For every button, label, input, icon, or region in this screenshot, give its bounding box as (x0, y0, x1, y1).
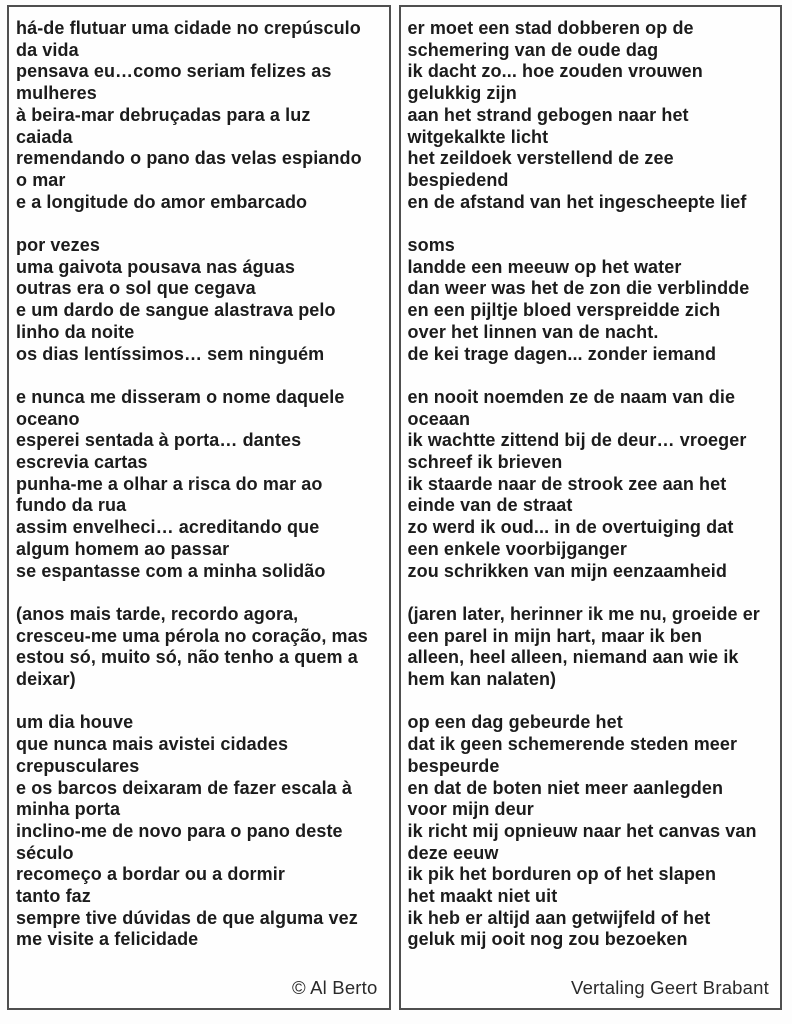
poem-column-portuguese (7, 5, 391, 1010)
author-credit: © Al Berto (291, 977, 378, 998)
poem-line: da vida (16, 39, 79, 60)
poem-line: over het linnen van de nacht. (407, 321, 659, 342)
poem-line: einde van de straat (407, 495, 573, 516)
poem-line: bespeurde (407, 755, 500, 776)
poem-line: zou schrikken van mijn eenzaamheid (407, 560, 728, 581)
poem-line: cresceu-me uma pérola no coração, mas (16, 625, 368, 646)
poem-line: remendando o pano das velas espiando (16, 148, 362, 169)
poem-line: en de afstand van het ingescheepte lief (407, 191, 747, 212)
poem-line: outras era o sol que cegava (16, 278, 256, 299)
poem-line: algum homem ao passar (16, 538, 230, 559)
poem-column-dutch (399, 5, 783, 1010)
poem-line: deixar) (16, 669, 76, 690)
poem-line: me visite a felicidade (16, 929, 199, 950)
poem-line: inclino-me de novo para o pano deste (16, 820, 343, 841)
poem-line: hem kan nalaten) (407, 669, 557, 690)
poem-line: en nooit noemden ze de naam van die (407, 386, 736, 407)
poem-line: dan weer was het de zon die verblindde (407, 278, 750, 299)
poem-text-dutch (408, 18, 775, 951)
poem-line: schreef ik brieven (407, 452, 563, 473)
poem-line: landde een meeuw op het water (407, 256, 682, 277)
translator-credit: Vertaling Geert Brabant (571, 977, 769, 998)
poem-line: oceaan (407, 408, 471, 429)
poem-line: er moet een stad dobberen op de (407, 18, 694, 38)
poem-line: linho da noite (16, 321, 135, 342)
poem-line: à beira-mar debruçadas para a luz (16, 104, 311, 125)
poem-line: assim envelheci… acreditando que (16, 517, 320, 538)
poem-line: por vezes (16, 235, 100, 256)
poem-line: dat ik geen schemerende steden meer (407, 734, 738, 755)
poem-line: aan het strand gebogen naar het (407, 104, 689, 125)
poem-line: alleen, heel alleen, niemand aan wie ik (407, 647, 739, 668)
poem-line: estou só, muito só, não tenho a quem a (16, 647, 358, 668)
poem-line: crepusculares (16, 755, 140, 776)
poem-line: (jaren later, herinner ik me nu, groeide er (407, 603, 760, 624)
stanza (408, 18, 775, 213)
poem-line: o mar (16, 169, 66, 190)
poem-line: ik pik het borduren op of het slapen (407, 864, 717, 885)
poem-line: mulheres (16, 83, 97, 104)
poem-line: voor mijn deur (407, 799, 534, 820)
poem-line: pensava eu…como seriam felizes as (16, 61, 332, 82)
poem-line: ik wachtte zittend bij de deur… vroeger (407, 430, 747, 451)
poem-line: um dia houve (16, 712, 134, 733)
poem-line: zo werd ik oud... in de overtuiging dat (407, 517, 734, 538)
poem-line: punha-me a olhar a risca do mar ao (16, 473, 323, 494)
poem-line: e nunca me disseram o nome daquele (16, 386, 345, 407)
poem-line: bespiedend (407, 169, 509, 190)
poem-line: os dias lentíssimos… sem ninguém (16, 343, 325, 364)
poem-line: escrevia cartas (16, 452, 148, 473)
poem-line: se espantasse com a minha solidão (16, 560, 326, 581)
poem-line: sempre tive dúvidas de que alguma vez (16, 907, 358, 928)
poem-line: recomeço a bordar ou a dormir (16, 864, 285, 885)
poem-line: schemering van de oude dag (407, 39, 659, 60)
poem-line: witgekalkte licht (407, 126, 549, 147)
poem-line: gelukkig zijn (407, 83, 517, 104)
stanza (16, 235, 383, 365)
stanza (16, 18, 383, 213)
poem-line: geluk mij ooit nog zou bezoeken (407, 929, 688, 950)
poem-line: het zeildoek verstellend de zee (407, 148, 674, 169)
stanza (408, 387, 775, 582)
poem-line: ik dacht zo... hoe zouden vrouwen (407, 61, 703, 82)
poem-line: ik richt mij opnieuw naar het canvas van (407, 820, 757, 841)
poem-line: e os barcos deixaram de fazer escala à (16, 777, 352, 798)
poem-line: e a longitude do amor embarcado (16, 191, 308, 212)
poem-line: en een pijltje bloed verspreidde zich (407, 300, 721, 321)
poem-line: en dat de boten niet meer aanlegden (407, 777, 724, 798)
poem-text-portuguese (16, 18, 383, 951)
poem-line: ik staarde naar de strook zee aan het (407, 473, 727, 494)
poem-line: de kei trage dagen... zonder iemand (407, 343, 717, 364)
poem-line: minha porta (16, 799, 121, 820)
poem-line: uma gaivota pousava nas águas (16, 256, 295, 277)
stanza (16, 387, 383, 582)
poem-line: een parel in mijn hart, maar ik ben (407, 625, 703, 646)
poem-line: oceano (16, 408, 80, 429)
stanza (16, 712, 383, 951)
stanza (408, 604, 775, 691)
poem-line: (anos mais tarde, recordo agora, (16, 603, 299, 624)
stanza (408, 712, 775, 951)
poem-line: fundo da rua (16, 495, 127, 516)
stanza (16, 604, 383, 691)
poem-line: e um dardo de sangue alastrava pelo (16, 300, 336, 321)
poem-line: een enkele voorbijganger (407, 538, 627, 559)
poem-line: ik heb er altijd aan getwijfeld of het (407, 907, 711, 928)
poem-line: soms (407, 235, 455, 256)
poem-line: esperei sentada à porta… dantes (16, 430, 302, 451)
poem-line: caiada (16, 126, 73, 147)
stanza (408, 235, 775, 365)
poem-line: tanto faz (16, 886, 91, 907)
poem-line: século (16, 842, 74, 863)
poem-line: op een dag gebeurde het (407, 712, 623, 733)
poem-line: deze eeuw (407, 842, 499, 863)
poem-line: het maakt niet uit (407, 886, 558, 907)
poem-line: que nunca mais avistei cidades (16, 734, 289, 755)
poem-line: há-de flutuar uma cidade no crepúsculo (16, 18, 361, 38)
